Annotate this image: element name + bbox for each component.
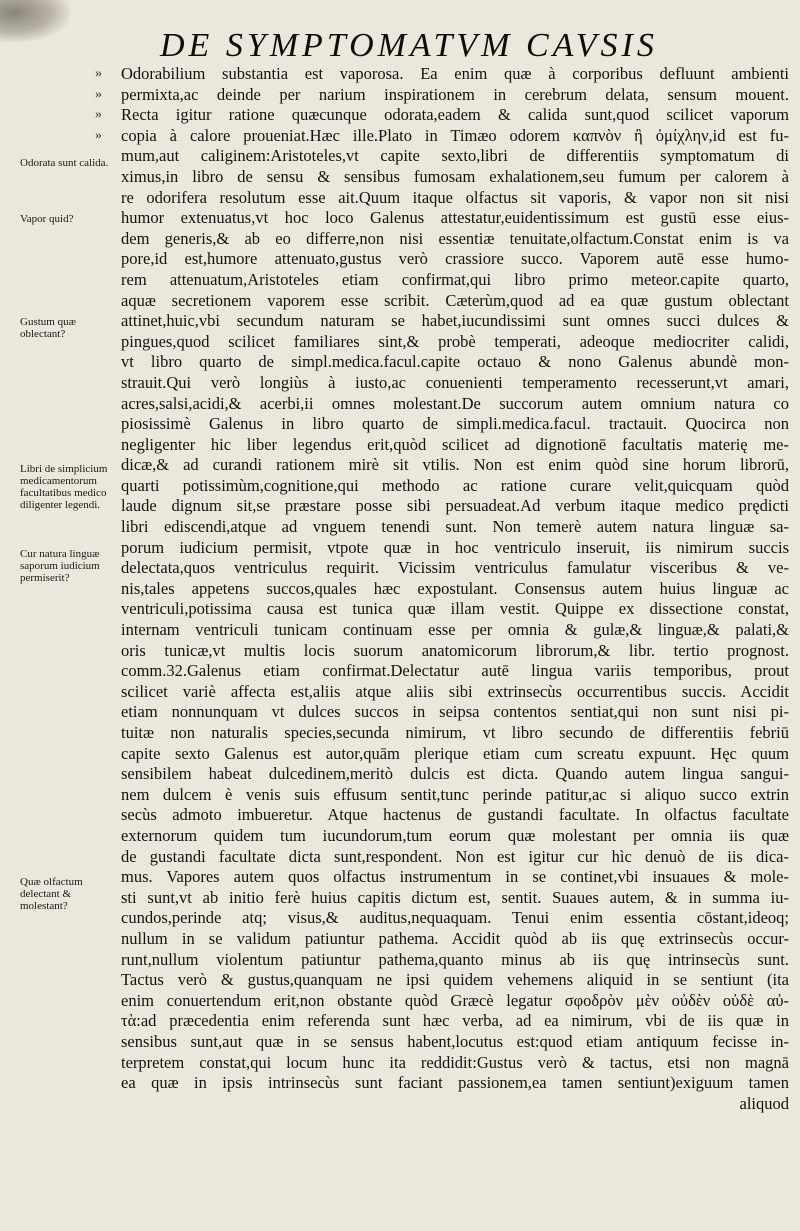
- text-line-content: ea quæ in ipsis intrinsecùs sunt faciant passionem,ea tamen sentiunt)exiguum tamen: [121, 1073, 789, 1093]
- text-line: [121, 455, 789, 476]
- text-line: [121, 702, 789, 723]
- margin-note: Vapor quid?: [20, 213, 74, 225]
- text-line-content: porum iudicium permisit, vtpote quæ in hoc ventriculo inseruit, iis nimirum succis: [121, 537, 789, 557]
- text-line-content: aquæ secretionem vaporem esse scribit. Cæterùm,quod ad ea quæ gustum oblectant: [121, 290, 789, 310]
- text-line: [121, 496, 789, 517]
- text-line: [121, 970, 789, 991]
- text-line: [95, 64, 789, 85]
- text-line-content: aliquod: [739, 1093, 789, 1113]
- text-line-content: pingues,quod scilicet familiares sint,& probè temperati, adeoque mediocriter calidi,: [121, 331, 789, 351]
- quotation-marker: »: [95, 127, 102, 143]
- running-header: DE SYMPTOMATVM CAVSIS: [160, 27, 658, 64]
- text-line-content: Recta igitur ratione quæcunque odorata,eadem & calida sunt,quod scilicet vaporum: [121, 105, 789, 125]
- quotation-marker: »: [95, 86, 102, 102]
- text-line: [121, 1011, 789, 1032]
- text-line: [121, 517, 789, 538]
- text-line-content: attinet,huic,vbi secundum naturam se habet,iucundissimi sunt omnes succi dulces &: [121, 311, 789, 331]
- text-line: [121, 1032, 789, 1053]
- text-line-content: vt libro quarto de simpl.medica.facul.capite octauo & nono Galenus abundè mon-: [121, 352, 789, 372]
- text-line: [121, 435, 789, 456]
- text-line: [121, 579, 789, 600]
- text-line-content: strauit.Qui verò longiùs à iusto,ac conuenienti temperamento recesserunt,vt amari,: [121, 372, 789, 392]
- text-line: [121, 394, 789, 415]
- text-line-content: copia à calore proueniat.Hæc ille.Plato in Timæo odorem καπνὸν ἢ ὀμίχλην,id est fu-: [121, 125, 789, 145]
- margin-note: Quæ olfactum delectant & molestant?: [20, 876, 83, 912]
- text-line: [121, 414, 789, 435]
- text-line-content: externorum quidem tum iucundorum,tum eorum quæ molestant per omnia iis quæ: [121, 825, 789, 845]
- text-line-content: Tactus verò & gustus,quanquam ne ipsi quidem vehemens aliquid in se sentiunt (ita: [121, 970, 789, 990]
- margin-notes: [0, 0, 122, 1231]
- text-line: [95, 105, 789, 126]
- text-line: [121, 785, 789, 806]
- text-line: [121, 558, 789, 579]
- text-line: [121, 682, 789, 703]
- text-line: [121, 270, 789, 291]
- text-line-content: internam ventriculi tunicam continuam esse per omnia & gulæ,& linguæ,& palati,&: [121, 620, 789, 640]
- text-line-content: scilicet variè affecta est,aliis atque aliis sibi extrinsecùs occurrentibus succis. Accidit: [121, 681, 789, 701]
- text-line: [121, 229, 789, 250]
- text-line-content: delectata,quos ventriculus requirit. Vicissim ventriculus famulatur visceribus & ve-: [121, 558, 789, 578]
- text-line-content: capite sexto Galenus est autor,quām plerique etiam cum screatu expuunt. Hęc quum: [121, 743, 789, 763]
- text-line: [121, 188, 789, 209]
- text-line-content: comm.32.Galenus etiam confirmat.Delectatur autē lingua variis temporibus, prout: [121, 661, 789, 681]
- text-line: [121, 167, 789, 188]
- text-line-content: enim conuertendum erit,non obstante quòd Græcè legatur σφοδρὸν μὲν οὐδὲν οὐδὲ αὐ-: [121, 990, 789, 1010]
- text-line-content: mum,aut caliginem:Aristoteles,vt capite sexto,libri de differentiis symptomatum di: [121, 146, 789, 166]
- text-line-content: nis,tales appetens succos,quales hæc expostulant. Consensus autem huius linguæ ac: [121, 578, 789, 598]
- text-line-content: dem generis,& ab eo differre,non nisi essentiæ tenuitate,olfactum.Constat enim is va: [121, 228, 789, 248]
- text-line-content: secùs admoto imbueretur. Atque hactenus de gustandi facultate. In olfactus facultate: [121, 805, 789, 825]
- text-line: [121, 249, 789, 270]
- text-line-content: oris tunicæ,vt multis locis suorum anatomicorum librorum,& libr. tertio prognost.: [121, 640, 789, 660]
- text-line: [121, 888, 789, 909]
- text-line-content: etiam nonnunquam vt dulces succos in seipsa contentos sentiat,qui non sunt nisi pi-: [121, 702, 789, 722]
- text-line: [121, 373, 789, 394]
- text-line: [121, 291, 789, 312]
- text-line: [121, 311, 789, 332]
- text-line: [121, 1053, 789, 1074]
- text-line-content: τὰ:ad præcedentia enim referenda sunt hæc verba, ad ea nimirum, vbi de iis quæ in: [121, 1011, 789, 1031]
- text-line: [121, 744, 789, 765]
- text-line-content: dicæ,& ad curandi rationem mirè sit vtilis. Non est enim quòd sine horum librorū,: [121, 455, 789, 475]
- text-line-content: laude dignum sit,se præstare posse sibi persuadeat.Ad verbum itaque medico prędicti: [121, 496, 789, 516]
- text-line-content: de gustandi facultate dicta sunt,respondent. Non est igitur cur hìc denuò de iis dica-: [121, 846, 789, 866]
- margin-note: Odorata sunt calida.: [20, 157, 109, 169]
- text-line-content: runt,nullum violentum patiuntur pathema,quanto minus ab iis quę intrinsecùs sunt.: [121, 949, 789, 969]
- text-line-content: nem dulcem è venis suis effusum sentit,tunc perinde patitur,ac si aliquo succo extrin: [121, 784, 789, 804]
- text-line: [121, 146, 789, 167]
- text-line: [121, 1094, 789, 1115]
- text-line-content: acres,salsi,acidi,& acerbi,ii omnes molestant.De succorum autem omnium natura co: [121, 393, 789, 413]
- body-text: [95, 64, 789, 1114]
- text-line: [121, 805, 789, 826]
- text-line: [121, 476, 789, 497]
- text-line: [121, 723, 789, 744]
- text-line-content: piosissimè Galenus in libro quarto de simpli.medica.facul. tractauit. Quocirca non: [121, 414, 789, 434]
- text-line-content: terpretem constat,qui locum hunc ita reddidit:Gustus verò & tactus, etsi non magnā: [121, 1052, 789, 1072]
- text-line-content: nullum in se validum patiuntur pathema. Accidit quòd ab iis quę extrinsecùs occur-: [121, 928, 789, 948]
- text-line: [95, 84, 789, 106]
- text-line: [121, 929, 789, 950]
- text-line-content: mus. Vapores autem quos olfactus instrumentum in se continet,vbi insuaues & mole-: [121, 867, 789, 887]
- text-line: [121, 208, 789, 229]
- text-line-content: negligenter hic liber legendus erit,quòd scilicet ad dignotionē facultatis materię me-: [121, 434, 789, 454]
- text-line-content: tuitæ non naturalis species,secunda nimirum, vt libro secundo de differentiis febriū: [121, 723, 789, 742]
- text-line: [121, 641, 789, 662]
- text-line-content: libri ediscendi,atque ad vnguem tenendi sunt. Non temerè autem natura linguæ sa-: [121, 517, 789, 537]
- text-line-content: humor extenuatus,vt hoc loco Galenus attestatur,euidentissimum est gustū esse eius-: [121, 208, 789, 228]
- text-line: [121, 332, 789, 353]
- text-line: [121, 661, 789, 682]
- margin-note: Libri de simplicium medicamentorum facultatibus medico diligenter legendi.: [20, 463, 108, 511]
- text-line-content: re odorifera resolutum esse ait.Quum itaque olfactus sit vaporis, & vapor non sit nisi: [121, 187, 789, 207]
- text-line-content: quarti potissimùm,cognitione,qui methodo ac ratione curare velit,quicquam quòd: [121, 475, 789, 495]
- quotation-marker: »: [95, 66, 102, 81]
- text-line: [121, 991, 789, 1012]
- text-line: [121, 764, 789, 785]
- text-line-content: ventriculi,potissima causa est tunica quæ illam vestit. Quippe ex dissectione constat,: [121, 599, 789, 619]
- text-line-content: ximus,in libro de sensu & sensibus fumosam exhalationem,seu fumum per calorem à: [121, 166, 789, 186]
- quotation-marker: »: [95, 107, 102, 123]
- text-line: [121, 599, 789, 620]
- text-line-content: rem attenuatum,Aristoteles etiam confirmat,qui libro primo meteor.capite quarto,: [121, 269, 789, 289]
- text-line-content: sensibus sunt,aut quæ in se sensus habent,locutus est:quod etiam antiquum fecisse in-: [121, 1031, 789, 1051]
- text-line: [121, 908, 789, 929]
- margin-note: Cur natura linguæ saporum iudicium permiserit?: [20, 548, 100, 584]
- margin-note: Gustum quæ oblectant?: [20, 316, 76, 340]
- text-line: [121, 352, 789, 373]
- text-line: [121, 847, 789, 868]
- text-line: [121, 867, 789, 888]
- text-line-content: permixta,ac deinde per narium inspirationem in cerebrum delata, sensum mouent.: [121, 84, 789, 104]
- text-line: [121, 1073, 789, 1094]
- text-line: [121, 620, 789, 641]
- text-line: [121, 950, 789, 971]
- text-line: [121, 538, 789, 559]
- text-line-content: pore,id est,humore attenuato,gustus verò crassiore succo. Vaporem autē esse humo-: [121, 249, 789, 269]
- text-line-content: Odorabilium substantia est vaporosa. Ea enim quæ à corporibus defluunt ambienti: [121, 64, 789, 83]
- text-line: [95, 125, 789, 147]
- text-line-content: cundos,perinde atq; visus,& auditus,nequaquam. Tenui enim essentia cōstant,ideoq;: [121, 908, 789, 928]
- text-line-content: sensibilem habeat dulcedinem,meritò dulcis est dicta. Quando autem lingua sangui-: [121, 764, 789, 784]
- text-line-content: sti sunt,vt ab initio ferè huius capitis dictum est, sentit. Suaues autem, & in summa iu-: [121, 887, 789, 907]
- text-line: [121, 826, 789, 847]
